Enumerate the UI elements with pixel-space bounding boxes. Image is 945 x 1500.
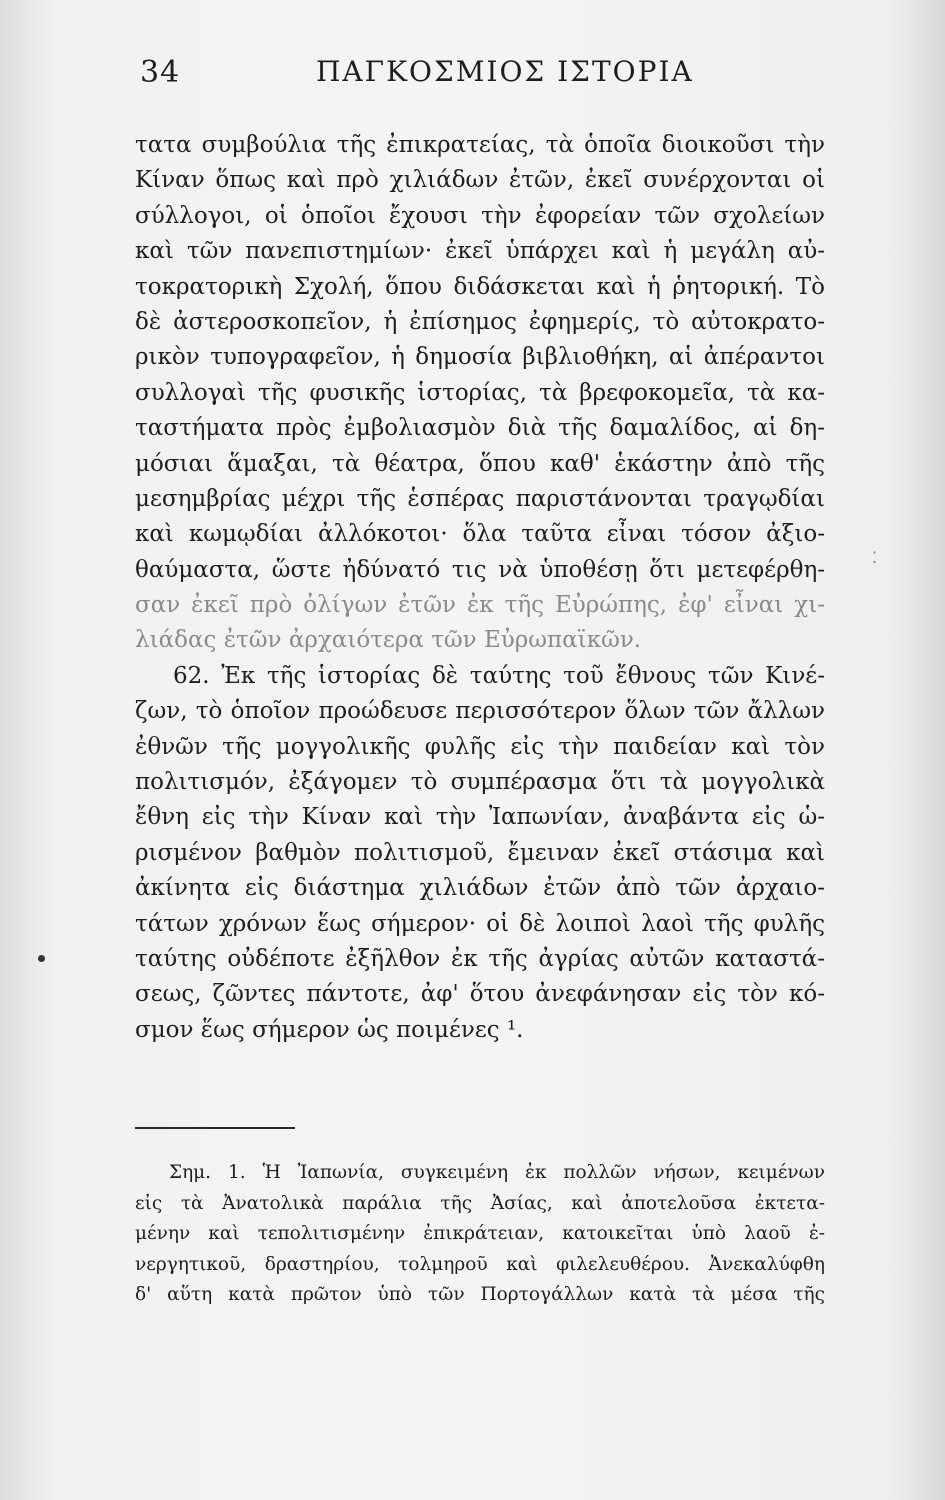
- text-line: ρικὸν τυπογραφεῖον, ἡ δημοσία βιβλιοθήκη, αἱ ἀπέραντοι: [135, 344, 825, 371]
- text-line: σμον ἕως σήμερον ὡς ποιμένες ¹.: [135, 1016, 524, 1043]
- text-line: θαύμαστα, ὥστε ἠδύνατό τις νὰ ὑποθέσῃ ὅτι μετεφέρθη-: [135, 556, 825, 583]
- text-line: τατα συμβούλια τῆς ἐπικρατείας, τὰ ὁποῖα διοικοῦσι τὴν: [135, 132, 825, 158]
- text-line: σαν ἐκεῖ πρὸ ὀλίγων ἐτῶν ἐκ τῆς Εὐρώπης, ἐφ' εἶναι χι-: [135, 592, 825, 619]
- text-line: καὶ τῶν πανεπιστημίων· ἐκεῖ ὑπάρχει καὶ ἡ μεγάλη αὐ-: [135, 238, 825, 265]
- page-header: [140, 55, 840, 95]
- text-line: συλλογαὶ τῆς φυσικῆς ἱστορίας, τὰ βρεφοκομεῖα, τὰ κα-: [135, 379, 825, 406]
- text-line: σύλλογοι, οἱ ὁποῖοι ἔχουσι τὴν ἐφορείαν τῶν σχολείων: [135, 202, 825, 229]
- text-line: ἀκίνητα εἰς διάστημα χιλιάδων ἐτῶν ἀπὸ τῶν ἀρχαιο-: [135, 875, 825, 902]
- paragraph-62-start: 62. Ἐκ τῆς ἱστορίας δὲ ταύτης τοῦ ἔθνους τῶν Κινέ-: [173, 662, 825, 689]
- text-line: ζων, τὸ ὁποῖον προώδευσε περισσότερον ὅλων τῶν ἄλλων: [135, 698, 825, 725]
- text-line: μεσημβρίας μέχρι τῆς ἑσπέρας παριστάνονται τραγῳδίαι: [135, 485, 825, 512]
- text-line: πολιτισμόν, ἐξάγομεν τὸ συμπέρασμα ὅτι τὰ μογγολικὰ: [135, 769, 825, 796]
- footnote-line: νεργητικοῦ, δραστηρίου, τολμηροῦ καὶ φιλελευθέρου. Ἀνεκαλύφθη: [135, 1253, 825, 1275]
- text-line: τάτων χρόνων ἕως σήμερον· οἱ δὲ λοιποὶ λαοὶ τῆς φυλῆς: [135, 910, 825, 937]
- text-line: ρισμένον βαθμὸν πολιτισμοῦ, ἔμειναν ἐκεῖ στάσιμα καὶ: [135, 839, 825, 866]
- text-line: λιάδας ἐτῶν ἀρχαιότερα τῶν Εὐρωπαϊκῶν.: [135, 627, 642, 654]
- running-title: ΠΑΓΚΟΣΜΙΟΣ ΙΣΤΟΡΙΑ: [316, 55, 694, 88]
- footnote-line: μένην καὶ τεπολιτισμένην ἐπικράτειαν, κατοικεῖται ὑπὸ λαοῦ ἐ-: [135, 1223, 825, 1245]
- margin-ink-dot: [38, 955, 45, 962]
- footnotes: [135, 1158, 825, 1311]
- text-line: μόσιαι ἅμαξαι, τὰ θέατρα, ὅπου καθ' ἑκάστην ἀπὸ τῆς: [135, 450, 825, 477]
- text-line: δὲ ἀστεροσκοπεῖον, ἡ ἐπίσημος ἐφημερίς, τὸ αὐτοκρατο-: [135, 308, 825, 335]
- footnote-divider: [135, 1127, 295, 1129]
- text-line: ἐθνῶν τῆς μογγολικῆς φυλῆς εἰς τὴν παιδείαν καὶ τὸν: [135, 733, 825, 760]
- text-line: σεως, ζῶντες πάντοτε, ἀφ' ὅτου ἀνεφάνησαν εἰς τὸν κό-: [135, 981, 825, 1008]
- text-line: ἔθνη εἰς τὴν Κίναν καὶ τὴν Ἰαπωνίαν, ἀναβάντα εἰς ὡ-: [135, 804, 825, 831]
- margin-ink-mark: ⁚: [872, 548, 878, 567]
- text-line: Κίναν ὅπως καὶ πρὸ χιλιάδων ἐτῶν, ἐκεῖ συνέρχονται οἱ: [135, 167, 825, 194]
- text-line: ταύτης οὐδέποτε ἐξῆλθον ἐκ τῆς ἀγρίας αὐτῶν καταστά-: [135, 945, 825, 972]
- text-line: τοκρατορικὴ Σχολή, ὅπου διδάσκεται καὶ ἡ ῥητορική. Τὸ: [135, 273, 825, 300]
- footnote-line: εἰς τὰ Ἀνατολικὰ παράλια τῆς Ἀσίας, καὶ ἀποτελοῦσα ἐκτετα-: [135, 1192, 825, 1214]
- footnote-line: δ' αὕτη κατὰ πρῶτον ὑπὸ τῶν Πορτογάλλων κατὰ τὰ μέσα τῆς: [135, 1284, 825, 1306]
- footnote-line: Σημ. 1. Ἡ Ἰαπωνία, συγκειμένη ἐκ πολλῶν νήσων, κειμένων: [169, 1162, 825, 1183]
- text-line: ταστήματα πρὸς ἐμβολιασμὸν διὰ τῆς δαμαλίδος, αἱ δη-: [135, 415, 825, 442]
- text-line: καὶ κωμῳδίαι ἀλλόκοτοι· ὅλα ταῦτα εἶναι τόσον ἀξιο-: [135, 521, 825, 548]
- page-number: 34: [140, 55, 181, 90]
- body-text: [135, 128, 825, 1048]
